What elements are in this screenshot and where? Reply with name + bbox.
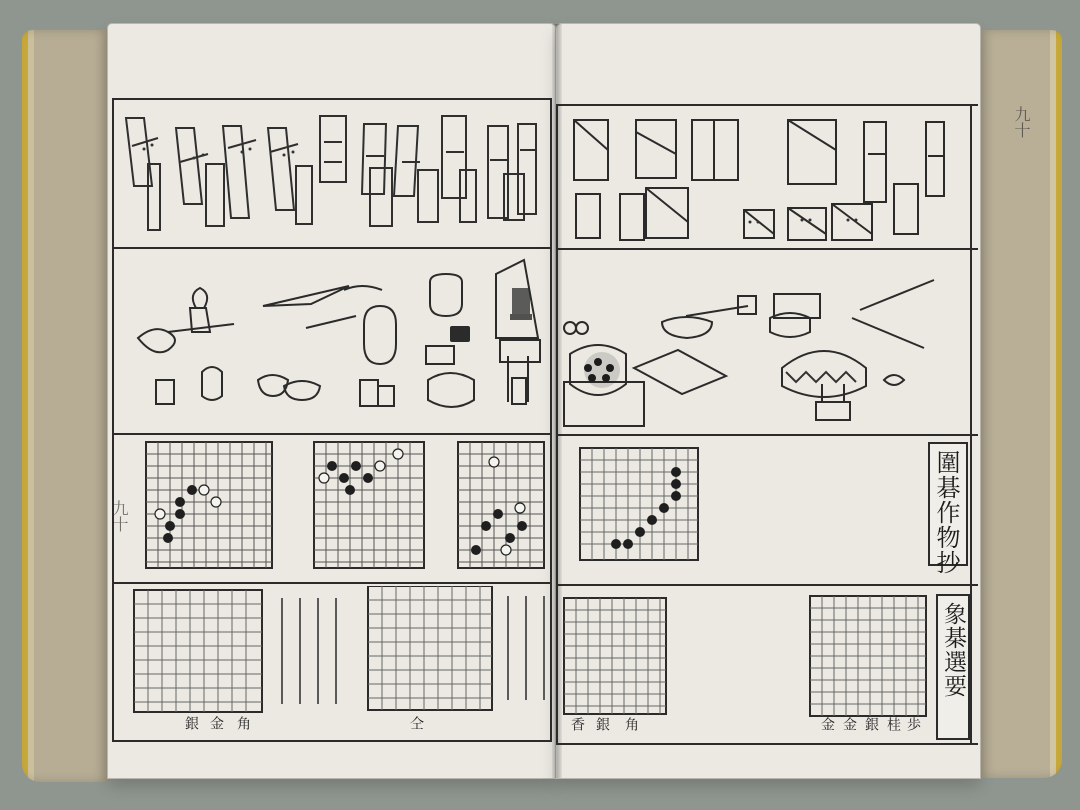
left-folded-items-illustration [118, 108, 548, 244]
right-caption-2: 銀 [594, 717, 610, 731]
left-mid-rule-1 [112, 247, 552, 249]
right-shogi-board-right-illustration [808, 594, 928, 720]
right-inner-rule [556, 104, 558, 745]
left-caption-4: 仝 [408, 716, 424, 730]
right-go-board-illustration [578, 446, 702, 564]
right-mid-rule-3 [558, 584, 978, 586]
left-caption-3: 角 [235, 716, 251, 730]
shogi-section-title: 象棊選要 [940, 602, 966, 698]
right-caption-3: 角 [623, 717, 639, 731]
go-section-title: 圍碁作物抄 [932, 450, 960, 575]
left-go-boards-illustration [116, 438, 550, 580]
right-outer-rule [970, 104, 972, 745]
right-page-side-text: 九十 [1012, 106, 1031, 138]
right-caption-1: 香 [569, 717, 585, 731]
right-mid-rule-1 [558, 248, 978, 250]
right-caption-5: 金 [841, 717, 857, 731]
left-caption-2: 金 [208, 716, 224, 730]
right-top-rule [558, 104, 978, 106]
left-mid-rule-3 [112, 582, 552, 584]
right-caption-7: 桂 [885, 717, 901, 731]
left-shogi-boards-illustration [116, 586, 550, 736]
right-page-edge-stack [978, 30, 1062, 778]
left-page-side-text: 九十 [110, 500, 129, 532]
right-caption-4: 金 [819, 717, 835, 731]
left-page-edge-stack [22, 30, 110, 782]
right-caption-8: 歩 [905, 717, 921, 731]
right-folded-items-illustration [562, 112, 964, 244]
left-tea-utensils-illustration [116, 250, 550, 432]
right-shogi-board-left-illustration [562, 596, 670, 718]
right-bottom-rule [558, 743, 978, 745]
right-tea-fire-utensils-illustration [560, 252, 964, 432]
right-mid-rule-2 [558, 434, 978, 436]
left-top-rule [112, 98, 552, 100]
left-caption-1: 銀 [183, 716, 199, 730]
left-mid-rule-2 [112, 433, 552, 435]
left-outer-rule [112, 98, 114, 742]
left-inner-rule [550, 98, 552, 742]
right-caption-6: 銀 [863, 717, 879, 731]
left-bottom-rule [112, 740, 552, 742]
